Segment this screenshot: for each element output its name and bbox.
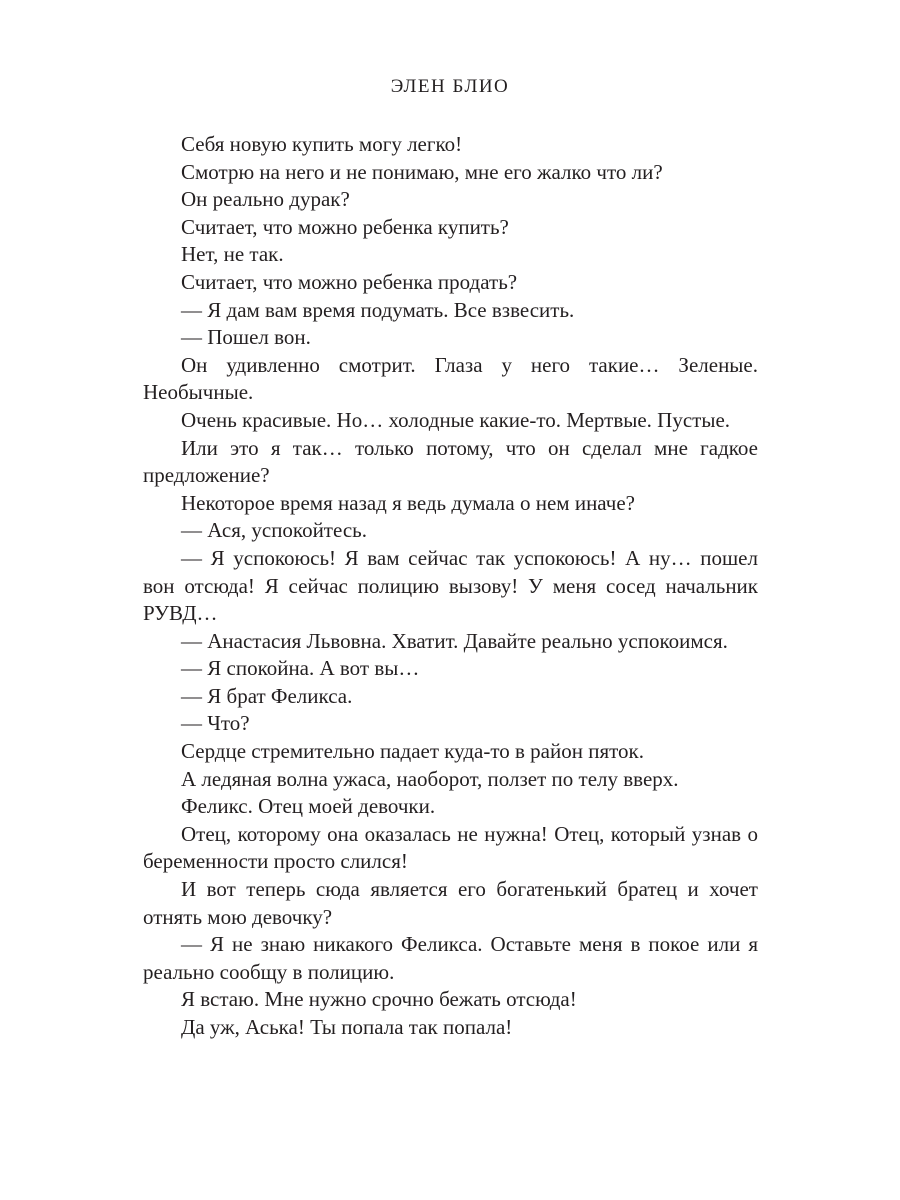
running-head-author: ЭЛЕН БЛИО (390, 76, 510, 97)
paragraph: Отец, которому она оказалась не нужна! Отец, который узнав о беременности просто слился! (143, 821, 758, 874)
paragraph: Да уж, Аська! Ты попала так попала! (181, 1015, 513, 1039)
paragraph: — Я спокойна. А вот вы… (181, 656, 420, 681)
paragraph: — Что? (181, 711, 250, 736)
paragraph: Он удивленно смотрит. Глаза у него такие… Зеленые. Необычные. (143, 352, 758, 405)
paragraph: Некоторое время назад я ведь думала о нем иначе? (181, 490, 635, 515)
paragraph: Феликс. Отец моей девочки. (181, 794, 436, 819)
paragraph: — Я успокоюсь! Я вам сейчас так успокоюсь! А ну… пошел вон отсюда! Я сейчас полицию вызову! У меня сосед начальник РУВД… (143, 545, 758, 626)
paragraph: Очень красивые. Но… холодные какие-то. Мертвые. Пустые. (181, 407, 731, 432)
paragraph: Считает, что можно ребенка купить? (181, 214, 509, 239)
paragraph: Считает, что можно ребенка продать? (181, 269, 518, 294)
paragraph: Себя новую купить могу легко! (181, 132, 463, 156)
paragraph: — Я брат Феликса. (181, 683, 353, 708)
paragraph: — Я не знаю никакого Феликса. Оставьте меня в покое или я реально сообщу в полицию. (143, 932, 758, 984)
paragraph: Сердце стремительно падает куда-то в район пяток. (181, 739, 644, 764)
paragraph: А ледяная волна ужаса, наоборот, ползет по телу вверх. (181, 766, 679, 791)
paragraph: Или это я так… только потому, что он сделал мне гадкое предложение? (143, 435, 758, 488)
paragraph: — Я дам вам время подумать. Все взвесить. (181, 297, 575, 322)
paragraph: Нет, не так. (181, 242, 284, 267)
paragraph: — Анастасия Львовна. Хватит. Давайте реально успокоимся. (181, 628, 728, 653)
paragraph: — Ася, успокойтесь. (181, 518, 367, 543)
paragraph: — Пошел вон. (181, 325, 311, 350)
paragraph: И вот теперь сюда является его богатенький братец и хочет отнять мою девочку? (143, 877, 758, 929)
body-text (143, 131, 758, 1042)
paragraph: Смотрю на него и не понимаю, мне его жалко что ли? (181, 159, 663, 184)
paragraph: Он реально дурак? (181, 187, 350, 212)
paragraph: Я встаю. Мне нужно срочно бежать отсюда! (181, 987, 577, 1012)
